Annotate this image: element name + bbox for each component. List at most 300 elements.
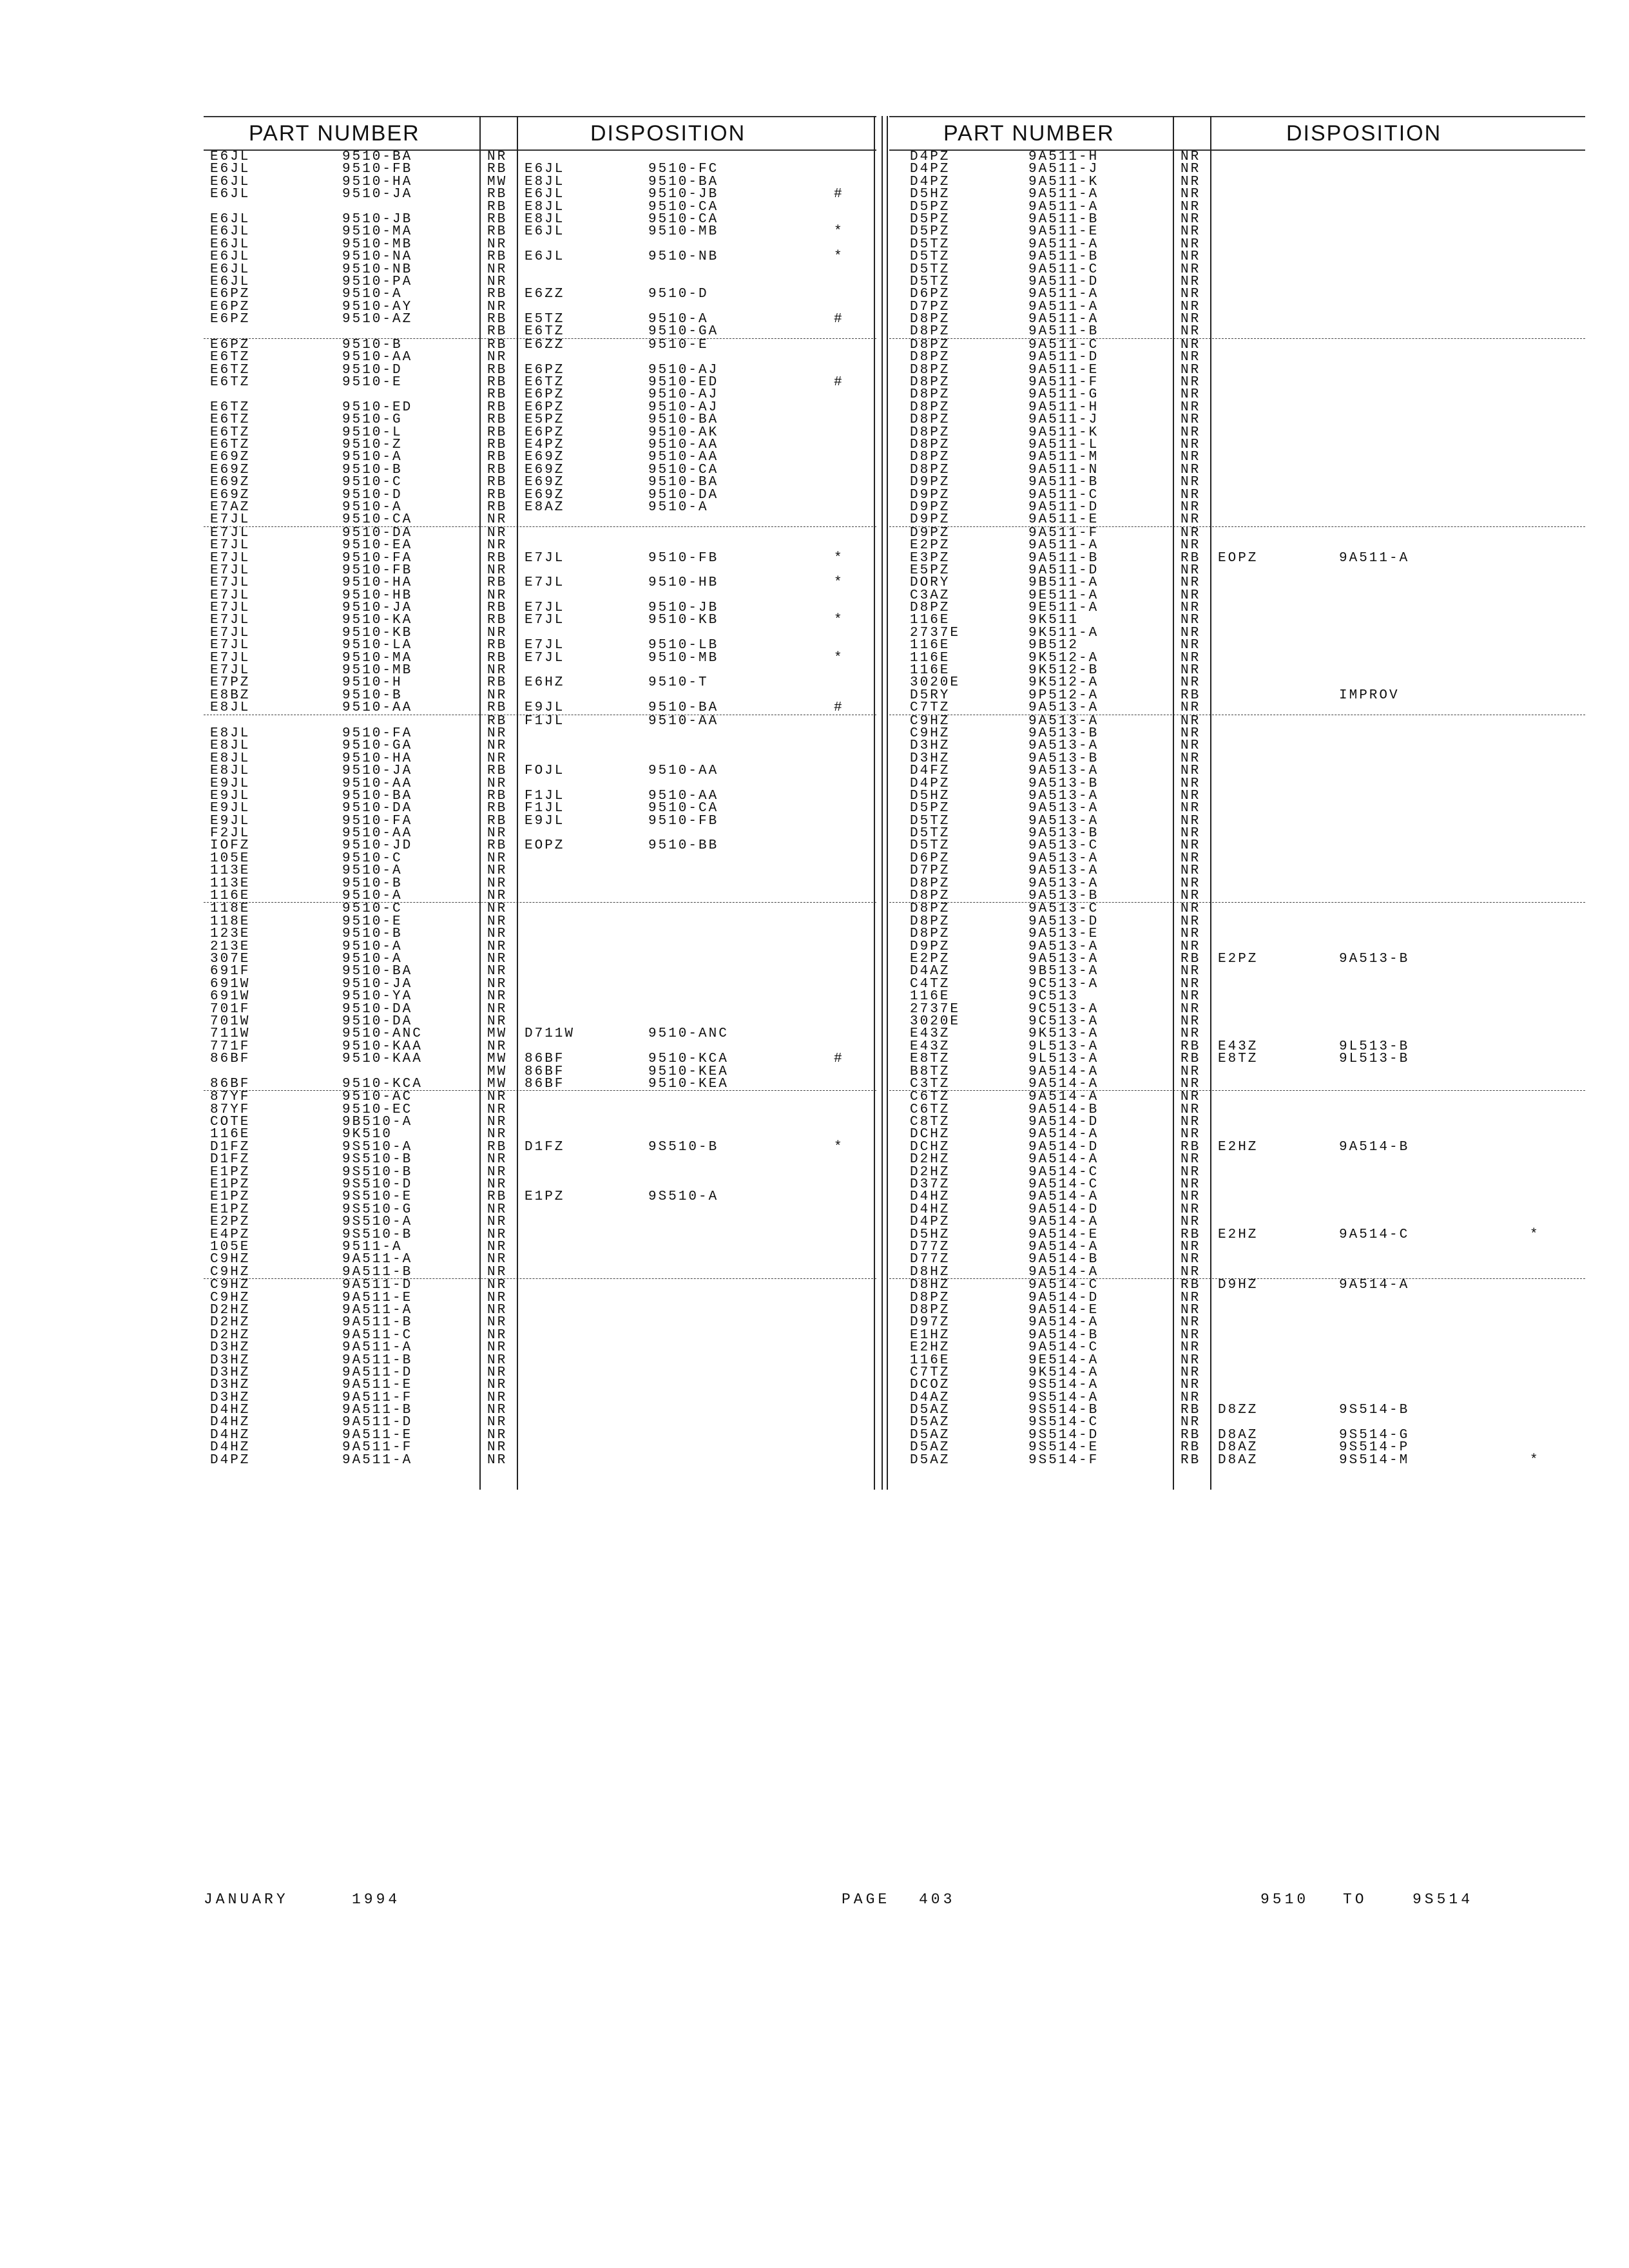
model-code: D5TZ (910, 274, 950, 289)
replacement-part: 9510-KEA (648, 1064, 729, 1079)
model-code: 116E (910, 638, 950, 653)
replacement-part: 9A513-B (1339, 952, 1410, 966)
disposition-code: NR (1181, 588, 1201, 603)
replacement-part: 9510-T (648, 675, 709, 691)
table-row (889, 1128, 1585, 1140)
table-row (889, 740, 1585, 752)
model-code: D8PZ (910, 914, 950, 929)
part-number: 9C513-A (1028, 1014, 1099, 1029)
footer-range-to-label: TO (1343, 1891, 1367, 1908)
disposition-code: NR (1181, 788, 1201, 803)
model-code: D9PZ (910, 487, 950, 503)
disposition-code: NR (1181, 1202, 1201, 1217)
table-row (889, 288, 1585, 300)
disposition-code: NR (487, 989, 508, 1004)
table-row (204, 715, 876, 727)
part-number: 9K514-A (1028, 1365, 1099, 1380)
part-number: 9S510-B (342, 1164, 413, 1180)
model-code: C7TZ (910, 1365, 950, 1380)
model-code: 116E (910, 650, 950, 666)
disposition-code: RB (487, 224, 508, 240)
replacement-part: 9510-FB (648, 813, 719, 829)
model-code: D3HZ (210, 1340, 251, 1356)
replacement-model: E6ZZ (525, 337, 565, 352)
part-number: 9A511-B (1028, 249, 1099, 265)
table-row (889, 564, 1585, 577)
part-number: 9A514-A (1028, 1189, 1099, 1205)
disposition-code: MW (487, 1076, 508, 1091)
replacement-model: EOPZ (525, 838, 565, 854)
replacement-model: E7JL (525, 638, 565, 653)
table-row (889, 1104, 1585, 1116)
replacement-part: 9L513-B (1339, 1039, 1410, 1054)
disposition-code: RB (487, 362, 508, 378)
disposition-code: NR (1181, 249, 1201, 265)
part-number: 9510-BA (342, 149, 413, 164)
part-number: 9510-JA (342, 764, 413, 779)
part-number: 9A511-B (342, 1264, 413, 1280)
replacement-model: E7JL (525, 601, 565, 616)
disposition-code: NR (1181, 1327, 1201, 1343)
model-code: D4PZ (910, 162, 950, 177)
disposition-code: RB (487, 412, 508, 428)
flag: * (834, 613, 844, 628)
replacement-model: E2HZ (1218, 1227, 1258, 1242)
replacement-part: 9510-A (648, 499, 709, 515)
replacement-model: E8AZ (525, 499, 565, 515)
table-row (204, 1153, 876, 1166)
table-row (889, 852, 1585, 865)
part-number: 9A514-D (1028, 1202, 1099, 1217)
left-part-number-heading: PART NUMBER (249, 121, 420, 146)
disposition-code: NR (487, 914, 508, 929)
replacement-model: EOPZ (1218, 550, 1258, 566)
table-row (204, 1066, 876, 1078)
disposition-code: RB (487, 211, 508, 227)
disposition-code: NR (487, 1239, 508, 1254)
part-number: 9A513-A (1028, 713, 1099, 729)
disposition-code: NR (1181, 1239, 1201, 1254)
part-number: 9A511-A (1028, 299, 1099, 314)
model-code: D4HZ (910, 1202, 950, 1217)
disposition-code: NR (1181, 499, 1201, 515)
part-number: 9510-A (342, 939, 403, 954)
table-row (889, 1416, 1585, 1428)
table-row (889, 1404, 1585, 1416)
footer-year: 1994 (352, 1891, 401, 1908)
disposition-code: NR (487, 1440, 508, 1456)
disposition-code: NR (1181, 1315, 1201, 1331)
table-row (889, 965, 1585, 977)
disposition-code: NR (487, 274, 508, 289)
table-row (889, 376, 1585, 389)
part-number: 9510-DA (342, 801, 413, 816)
disposition-code: NR (1181, 876, 1201, 891)
table-row (889, 802, 1585, 814)
table-row (204, 1003, 876, 1015)
disposition-code: RB (487, 375, 508, 390)
disposition-code: NR (487, 1177, 508, 1193)
disposition-code: NR (487, 1102, 508, 1117)
disposition-code: NR (487, 939, 508, 954)
model-code: C7TZ (910, 700, 950, 716)
replacement-model: E69Z (525, 462, 565, 477)
model-code: E6TZ (210, 375, 251, 390)
part-number: 9510-C (342, 901, 403, 917)
model-code: E8JL (210, 751, 251, 766)
table-row (889, 1178, 1585, 1191)
disposition-code: NR (487, 1315, 508, 1331)
disposition-code: NR (1181, 375, 1201, 390)
part-number: 9S514-F (1028, 1452, 1099, 1468)
disposition-code: NR (1181, 1076, 1201, 1091)
model-code: D2HZ (910, 1164, 950, 1180)
model-code: E1PZ (210, 1189, 251, 1205)
part-number: 9A511-B (342, 1403, 413, 1418)
model-code: C6TZ (910, 1102, 950, 1117)
part-number: 9510-AA (342, 826, 413, 841)
part-number: 9A513-A (1028, 850, 1099, 866)
part-number: 9A513-C (1028, 838, 1099, 854)
disposition-code: NR (1181, 889, 1201, 904)
table-row (889, 427, 1585, 439)
table-row (889, 652, 1585, 664)
disposition-code: NR (1181, 387, 1201, 403)
table-row (889, 664, 1585, 677)
model-code: E69Z (210, 487, 251, 503)
part-number: 9A511-A (1028, 312, 1099, 327)
table-row (889, 1053, 1585, 1065)
disposition-code: NR (487, 538, 508, 553)
part-number: 9510-GA (342, 738, 413, 754)
part-number: 9510-B (342, 927, 403, 942)
table-row (889, 464, 1585, 476)
part-number: 9A513-A (1028, 952, 1099, 966)
disposition-code: NR (1181, 1152, 1201, 1168)
disposition-code: NR (1181, 1390, 1201, 1405)
disposition-code: RB (1181, 1452, 1201, 1468)
model-code: D4PZ (910, 1215, 950, 1230)
model-code: E69Z (210, 450, 251, 465)
replacement-part: 9510-D (648, 287, 709, 302)
model-code: 116E (210, 889, 251, 904)
part-number: 9K513-A (1028, 1026, 1099, 1042)
model-code: D3HZ (210, 1352, 251, 1368)
table-row (204, 890, 876, 902)
model-code: D3HZ (210, 1365, 251, 1380)
model-code: D9PZ (910, 512, 950, 528)
replacement-part: 9510-AA (648, 713, 719, 729)
model-code: D2HZ (210, 1315, 251, 1331)
model-code: D8PZ (910, 901, 950, 917)
table-row (204, 1090, 876, 1103)
model-code: E9JL (210, 776, 251, 791)
right-disposition-heading: DISPOSITION (1286, 121, 1442, 146)
part-number: 9510-DA (342, 1001, 413, 1017)
replacement-model: E2PZ (1218, 952, 1258, 966)
table-row (889, 602, 1585, 614)
replacement-part: 9510-AJ (648, 362, 719, 378)
part-number: 9A514-E (1028, 1227, 1099, 1242)
table-row (204, 840, 876, 852)
part-number: 9B510-A (342, 1115, 413, 1130)
table-row (204, 778, 876, 790)
model-code: C3AZ (910, 588, 950, 603)
table-row (889, 1191, 1585, 1203)
disposition-code: NR (1181, 312, 1201, 327)
disposition-code: NR (1181, 625, 1201, 640)
disposition-code: NR (487, 1403, 508, 1418)
model-code: E3PZ (910, 550, 950, 566)
part-number: 9E511-A (1028, 588, 1099, 603)
disposition-code: RB (487, 713, 508, 729)
model-code: D4PZ (910, 776, 950, 791)
disposition-code: NR (1181, 813, 1201, 829)
table-row (204, 1416, 876, 1428)
model-code: E2PZ (910, 538, 950, 553)
table-row (889, 251, 1585, 263)
flag: # (834, 700, 844, 716)
replacement-model: E9JL (525, 700, 565, 716)
disposition-code: RB (487, 813, 508, 829)
part-number: 9A511-J (1028, 412, 1099, 428)
model-code: D8PZ (910, 399, 950, 415)
model-code: D9PZ (910, 499, 950, 515)
table-row (204, 941, 876, 953)
part-number: 9S514-D (1028, 1427, 1099, 1443)
disposition-code: NR (1181, 187, 1201, 202)
disposition-code: NR (487, 889, 508, 904)
part-number: 9K512-B (1028, 663, 1099, 678)
disposition-code: RB (487, 199, 508, 215)
part-number: 9510-KA (342, 613, 413, 628)
table-row (204, 1441, 876, 1454)
model-code: D9PZ (910, 939, 950, 954)
disposition-code: NR (1181, 1378, 1201, 1393)
part-number: 9A513-A (1028, 813, 1099, 829)
replacement-model: E4PZ (525, 437, 565, 452)
part-number: 9S514-E (1028, 1440, 1099, 1456)
disposition-code: RB (1181, 1403, 1201, 1418)
disposition-code: NR (487, 1264, 508, 1280)
model-code: 87YF (210, 1102, 251, 1117)
table-row (889, 778, 1585, 790)
model-code: D8PZ (910, 350, 950, 365)
disposition-code: NR (1181, 738, 1201, 754)
model-code: 116E (910, 663, 950, 678)
replacement-model: E6HZ (525, 675, 565, 691)
replacement-part: 9510-BA (648, 412, 719, 428)
disposition-code: RB (487, 575, 508, 591)
table-row (889, 1341, 1585, 1354)
replacement-part: 9510-FC (648, 162, 719, 177)
table-row (204, 1104, 876, 1116)
part-number: 9K511-A (1028, 625, 1099, 640)
disposition-code: NR (1181, 562, 1201, 578)
replacement-part: 9510-FB (648, 550, 719, 566)
model-code: 113E (210, 876, 251, 891)
table-row (889, 188, 1585, 200)
model-code: DORY (910, 575, 950, 591)
table-row (889, 916, 1585, 928)
part-number: 9A511-A (1028, 199, 1099, 215)
model-code: D8PZ (910, 450, 950, 465)
model-code: 116E (910, 989, 950, 1004)
part-number: 9S510-B (342, 1152, 413, 1168)
table-row (204, 1241, 876, 1253)
table-row (889, 702, 1585, 714)
model-code: D5AZ (910, 1415, 950, 1430)
model-code: 105E (210, 850, 251, 866)
model-code: 701W (210, 1014, 251, 1029)
table-row (204, 1304, 876, 1316)
disposition-code: RB (1181, 687, 1201, 703)
table-row (204, 1429, 876, 1441)
model-code: E6JL (210, 236, 251, 252)
part-number: 9A511-E (1028, 512, 1099, 528)
table-row (204, 188, 876, 200)
disposition-code: NR (487, 625, 508, 640)
disposition-code: RB (487, 638, 508, 653)
table-row (889, 677, 1585, 689)
disposition-code: NR (1181, 964, 1201, 979)
replacement-model: 86BF (525, 1052, 565, 1067)
model-code: E6JL (210, 174, 251, 189)
part-number: 9S514-A (1028, 1390, 1099, 1405)
model-code: D6PZ (910, 287, 950, 302)
replacement-model: F1JL (525, 801, 565, 816)
part-number: 9A511-K (1028, 174, 1099, 189)
model-code: E6JL (210, 274, 251, 289)
disposition-code: RB (1181, 1427, 1201, 1443)
part-number: 9E511-A (1028, 601, 1099, 616)
table-row (889, 627, 1585, 639)
part-number: 9510-A (342, 287, 403, 302)
disposition-code: RB (487, 788, 508, 803)
model-code: D8HZ (910, 1278, 950, 1293)
model-code: 116E (210, 1127, 251, 1142)
model-code: E6JL (210, 224, 251, 240)
table-row (204, 501, 876, 514)
part-number: 9510-DA (342, 1014, 413, 1029)
model-code: D5TZ (910, 236, 950, 252)
model-code: E69Z (210, 462, 251, 477)
replacement-model: E6JL (525, 249, 565, 265)
disposition-code: NR (1181, 1264, 1201, 1280)
disposition-code: RB (487, 550, 508, 566)
model-code: E7JL (210, 575, 251, 591)
disposition-code: NR (1181, 1001, 1201, 1017)
disposition-code: NR (1181, 575, 1201, 591)
replacement-part: 9A514-C (1339, 1227, 1410, 1242)
disposition-code: NR (487, 826, 508, 841)
part-number: 9S510-G (342, 1202, 413, 1217)
table-row (889, 577, 1585, 589)
model-code: E6PZ (210, 287, 251, 302)
part-number: 9A513-B (1028, 826, 1099, 841)
flag: * (1530, 1452, 1540, 1468)
disposition-code: NR (1181, 224, 1201, 240)
table-row (204, 740, 876, 752)
flag: * (834, 575, 844, 591)
table-row (889, 226, 1585, 238)
part-number: 9A513-A (1028, 788, 1099, 803)
model-code: C9HZ (210, 1264, 251, 1280)
model-code: D5HZ (910, 1227, 950, 1242)
disposition-code: NR (1181, 287, 1201, 302)
model-code: E6JL (210, 249, 251, 265)
table-row (889, 1304, 1585, 1316)
part-number: 9A511-F (342, 1440, 413, 1456)
table-row (204, 1316, 876, 1329)
model-code: E6JL (210, 162, 251, 177)
disposition-code: RB (487, 462, 508, 477)
footer-range-from: 9510 (1260, 1891, 1309, 1908)
disposition-code: NR (487, 1090, 508, 1105)
table-row (889, 865, 1585, 877)
replacement-model: E6ZZ (525, 287, 565, 302)
replacement-model: E43Z (1218, 1039, 1258, 1054)
table-row (889, 401, 1585, 414)
model-code: E7JL (210, 588, 251, 603)
part-number: 9L513-A (1028, 1052, 1099, 1067)
part-number: 9A511-D (342, 1278, 413, 1293)
model-code: E7JL (210, 638, 251, 653)
disposition-code: NR (487, 1001, 508, 1017)
model-code: 691W (210, 976, 251, 992)
replacement-part: 9510-AA (648, 788, 719, 803)
model-code: D8PZ (910, 425, 950, 440)
disposition-code: MW (487, 174, 508, 189)
part-number: 9S510-D (342, 1177, 413, 1193)
model-code: F2JL (210, 826, 251, 841)
flag: * (834, 249, 844, 265)
table-row (889, 1379, 1585, 1391)
table-row (204, 251, 876, 263)
model-code: COTE (210, 1115, 251, 1130)
disposition-code: NR (487, 1327, 508, 1343)
disposition-code: NR (487, 1215, 508, 1230)
part-number: 9A513-A (1028, 939, 1099, 954)
table-row (889, 1229, 1585, 1241)
part-number: 9B511-A (1028, 575, 1099, 591)
disposition-code: NR (1181, 362, 1201, 378)
left-disposition-heading: DISPOSITION (590, 121, 746, 146)
part-number: 9A511-C (1028, 337, 1099, 352)
model-code: 711W (210, 1026, 251, 1042)
part-number: 9A511-D (1028, 274, 1099, 289)
table-row (889, 1278, 1585, 1291)
replacement-model: E69Z (525, 475, 565, 490)
part-number: 9510-A (342, 450, 403, 465)
part-number: 9S510-B (342, 1227, 413, 1242)
table-row (889, 840, 1585, 852)
replacement-model: E69Z (525, 487, 565, 503)
replacement-part: 9510-CA (648, 801, 719, 816)
part-number: 9A513-A (1028, 863, 1099, 879)
model-code: D4FZ (910, 764, 950, 779)
model-code: D8PZ (910, 927, 950, 942)
replacement-model: E1PZ (525, 1189, 565, 1205)
part-number: 9A514-A (1028, 1127, 1099, 1142)
table-row (204, 614, 876, 626)
part-number: 9A511-M (1028, 450, 1099, 465)
replacement-part: 9510-JB (648, 601, 719, 616)
part-number: 9510-PA (342, 274, 413, 289)
replacement-part: 9510-KCA (648, 1052, 729, 1067)
replacement-part: 9510-AJ (648, 399, 719, 415)
replacement-part: 9A511-A (1339, 550, 1410, 566)
